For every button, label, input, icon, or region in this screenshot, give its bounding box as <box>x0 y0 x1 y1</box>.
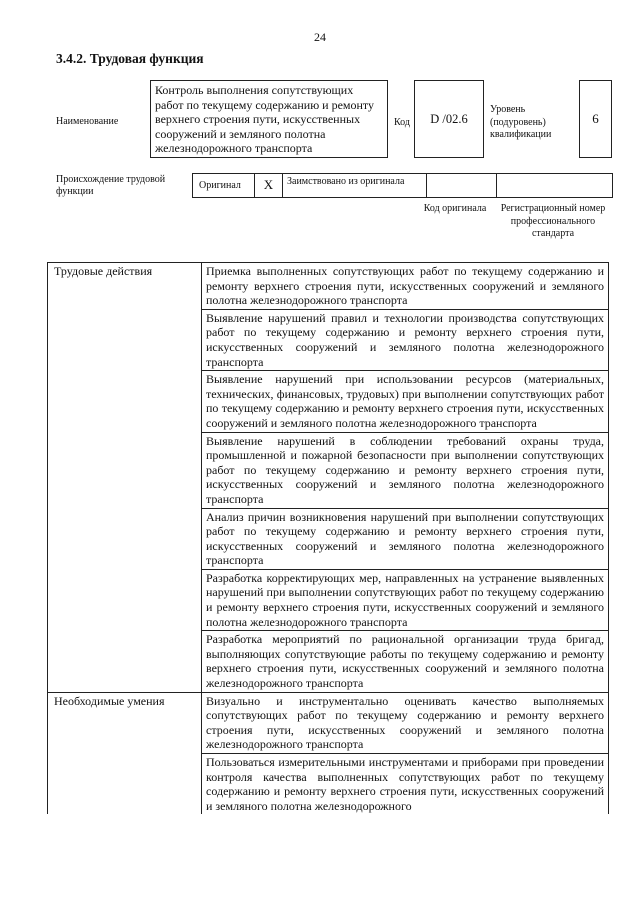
function-name-box: Контроль выполнения сопутствующих работ по текущему содержанию и ремонту верхнего строения пути, искусственных сооружений и земляного полотна железнодорожного транспорта <box>150 80 388 158</box>
table-cell: Пользоваться измерительными инструментами и приборами при проведении контроля качества выполненных сопутствующих работ по текущему содержанию и ремонту верхнего строения пути, искусственных сооружений и земляного полотна железнодорожного <box>202 754 609 815</box>
table-cell: Приемка выполненных сопутствующих работ по текущему содержанию и ремонту верхнего строения пути, искусственных сооружений и земляного полотна железнодорожного транспорта <box>202 263 609 310</box>
original-mark: X <box>255 174 283 197</box>
kod-value-box: D /02.6 <box>414 80 484 158</box>
kod-originala-label: Код оригинала <box>423 203 487 214</box>
table-row <box>48 263 609 310</box>
origin-grid <box>192 173 613 198</box>
table-cell: Визуально и инструментально оценивать качество выполняемых сопутствующих работ по текущему содержанию и ремонту верхнего строения пути, искусственных сооружений и земляного полотна железнодорожного транспорта <box>202 692 609 753</box>
uroven-value-box: 6 <box>579 80 612 158</box>
section-label: Трудовые действия <box>48 263 202 693</box>
table-cell: Выявление нарушений в соблюдении требований охраны труда, промышленной и пожарной безопасности при выполнении сопутствующих работ по текущему содержанию и ремонту верхнего строения пути, искусственных сооружений и земляного полотна железнодорожного транспорта <box>202 432 609 508</box>
borrowed-label: Заимствовано из оригинала <box>283 174 427 197</box>
table-row <box>48 692 609 753</box>
table-cell: Разработка мероприятий по рациональной организации труда бригад, выполняющих сопутствующие работы по текущему содержанию и ремонту верхнего строения пути, искусственных сооружений и земляного полотна железнодорожного транспорта <box>202 631 609 692</box>
uroven-label: Уровень (подуровень) квалификации <box>490 104 552 140</box>
reg-nomer-cell <box>497 174 612 197</box>
table-cell: Выявление нарушений при использовании ресурсов (материальных, технических, финансовых, трудовых) при выполнении сопутствующих работ по текущему содержанию и ремонту верхнего строения пути, искусственных сооружений и земляного полотна железнодорожного транспорта <box>202 371 609 432</box>
kod-label: Код <box>394 117 410 128</box>
origin-label: Происхождение трудовой функции <box>56 174 166 197</box>
table-cell: Разработка корректирующих мер, направленных на устранение выявленных нарушений при выполнении сопутствующих работ по текущему содержанию и ремонту верхнего строения пути, искусственных сооружений и земляного полотна железнодорожного транспорта <box>202 569 609 630</box>
reg-nomer-label: Регистрационный номер профессионального стандарта <box>500 203 606 239</box>
naimenovanie-label: Наименование <box>56 116 119 127</box>
table-cell: Анализ причин возникновения нарушений при выполнении сопутствующих работ по текущему содержанию и ремонту верхнего строения пути, искусственных сооружений и земляного полотна железнодорожного транспорта <box>202 508 609 569</box>
section-label: Необходимые умения <box>48 692 202 814</box>
section-title: 3.4.2. Трудовая функция <box>56 51 204 66</box>
table-cell: Выявление нарушений правил и технологии производства сопутствующих работ по текущему содержанию и ремонту верхнего строения пути, искусственных сооружений и земляного полотна железнодорожного транспорта <box>202 309 609 370</box>
kod-originala-cell <box>427 174 497 197</box>
function-table <box>47 262 609 814</box>
original-label: Оригинал <box>193 174 255 197</box>
page-number: 24 <box>314 30 326 44</box>
